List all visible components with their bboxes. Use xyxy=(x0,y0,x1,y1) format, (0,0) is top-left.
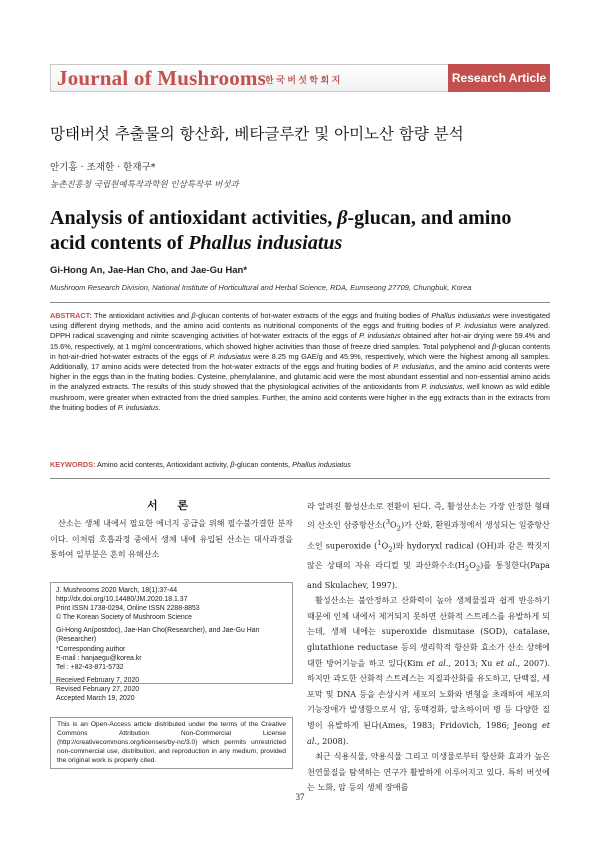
body-paragraph-2: 활성산소는 불안정하고 산화력이 높아 생체물질과 쉽게 반응하기 때문에 인체 내에서 제거되지 못하면 산화적 스트레스를 유발하게 되는데, 생체 내에는 superoxide dismutase (SOD), catalase, glutathione reductase 등의 생리학적 항산화 효소가 산소 상해에 대한 방어기능을 하고 있다(Kim et al., 2013; Xu et al., 2007). 하지만 과도한 산화적 스트레스는 지질과산화를 유도하고, 단백질, 세포막 및 DNA 등을 손상시켜 세포의 노화와 변형을 초래하여 세포의 기능장애가 발생함으로서 암, 동맥경화, 알츠하이머 병 등 다양한 질병이 유발하게 된다(Ames, 1983; Fridovich, 1986; Jeong et al., 2008). xyxy=(307,595,551,746)
date-accepted: Accepted March 19, 2020 xyxy=(56,695,135,703)
abstract: ABSTRACT: The antioxidant activities and β-glucan contents of hot-water extracts of the eggs and fruiting bodies of Phallus indusiatus were investigated using different drying methods, and the amino acid contents as nutritional components of the eggs and fruiting bodies of P. indusiatus were analyzed. DPPH radical scavenging and nitrite scavenging activities of hot-water extracts of the eggs of P. indusiatus obtained after hot-air drying were 59.4% and 15.6%, respectively, at 1 mg/ml concentrations, which showed higher activities than those of freeze dried samples. Total polyphenol and β-glucan contents in hot-air-dried hot-water extracts of the eggs of P. indusiatus were 8.25 mg GAE/g and 45.9%, respectively, which were the highest among all samples. Additionally, 17 amino acids were detected from the hot-water extracts of the eggs and fruiting bodies of P. indusiatus, and the amino acid contents were higher in the eggs than in the fruiting bodies. Cysteine, phenylalanine, and glutamic acid were the most abundant essential and non-essential amino acids in the analyzed extracts. The results of this study showed that the physiological activities of the antioxidants from P. indusiatus, well known as wild edible mushroom, were greater when extracted from the dried samples. Further, the amino acid contents were higher in the egg extracts than in the extracts from the fruiting bodies of P. indusiatus. xyxy=(50,311,551,412)
keywords-label: KEYWORDS: xyxy=(50,460,96,469)
korean-affiliation: 농촌진흥청 국립원예특작과학원 인삼특작부 버섯과 xyxy=(50,180,239,190)
journal-title: Journal of Mushrooms xyxy=(57,66,266,90)
open-access-notice: This is an Open-Access article distributed under the terms of the Creative Commons Attribution Non-Commercial License (http://creativecommons.org/licenses/by-nc/3.0) which permits unrestricted non-commercial use, distribution, and reproduction in any medium, provided the original work is properly cited. xyxy=(50,717,293,769)
divider-bottom xyxy=(50,478,550,479)
date-received: Received February 7, 2020 xyxy=(56,676,140,684)
keywords: KEYWORDS: Amino acid contents, Antioxidant activity, β-glucan contents, Phallus indusiatus xyxy=(50,460,351,469)
right-column xyxy=(307,499,550,796)
copyright: © The Korean Society of Mushroom Science xyxy=(56,614,192,622)
english-title: Analysis of antioxidant activities, β-glucan, and amino acid contents of Phallus indusiatus xyxy=(50,207,512,254)
page-number: 37 xyxy=(295,792,305,802)
telephone: Tel : +82-43-871-5732 xyxy=(56,663,124,671)
body-paragraph-1: 라 알려진 활성산소로 전환이 된다. 즉, 활성산소는 가장 안정한 형태의 산소인 삼중항산소$(^3O_2)$가 산화, 환원과정에서 생성되는 일중항산소인 superoxide $(^1O_2)$와 hydoryxl radical (OH)과 같은 짝짓지 않은 상태의 자유 라디컬 및 과산화수소$(H_2O_2)$를 통칭한다(Papa and Skulachev, 1997). xyxy=(307,501,550,590)
left-column xyxy=(50,516,293,563)
english-authors: Gi-Hong An, Jae-Han Cho, and Jae-Gu Han* xyxy=(50,265,248,276)
body-paragraph-3: 최근 식용식물, 약용식물 그리고 미생물로부터 항산화 효과가 높은 천연물질을 탐색하는 연구가 활발하게 이루어지고 있다. 특히 버섯에는 노화, 암 등의 생체 장애를 xyxy=(307,751,550,793)
english-affiliation: Mushroom Research Division, National Institute of Horticultural and Herbal Science, RDA, Eumseong 27709, Chungbuk, Korea xyxy=(50,283,472,292)
issn: Print ISSN 1738-0294, Online ISSN 2288-8853 xyxy=(56,605,200,613)
intro-paragraph: 산소는 생체 내에서 필요한 에너지 공급을 위해 필수불가결한 분자이다. 이처럼 호흡과정 중에서 생체 내에 유입된 산소는 대사과정을 통하여 일부분은 흔히 유해산소 xyxy=(50,518,293,560)
date-revised: Revised February 27, 2020 xyxy=(56,685,140,693)
author-roles: Gi-Hong An(postdoc), Jae-Han Cho(Researcher), and Jae-Gu Han (Researcher) xyxy=(56,627,260,644)
corresponding-author: *Corresponding author xyxy=(56,645,126,653)
introduction-heading: 서 론 xyxy=(146,499,197,512)
korean-title: 망태버섯 추출물의 항산화, 베타글루칸 및 아미노산 함량 분석 xyxy=(50,125,464,143)
divider-top xyxy=(50,302,550,303)
citation: J. Mushrooms 2020 March, 18(1):37-44 xyxy=(56,587,178,594)
article-info-box xyxy=(50,582,293,703)
abstract-label: ABSTRACT: xyxy=(50,311,92,320)
journal-header xyxy=(50,64,550,92)
korean-authors: 안기홍 · 조재한 · 한재구* xyxy=(50,162,156,173)
article-type-badge: Research Article xyxy=(448,64,550,92)
email[interactable]: E-mail : hanjaegu@korea.kr xyxy=(56,654,142,662)
journal-title-korean: 한국버섯학회지 xyxy=(265,76,343,86)
doi-link[interactable]: http://dx.doi.org/10.14480/JM.2020.18.1.37 xyxy=(56,596,188,604)
